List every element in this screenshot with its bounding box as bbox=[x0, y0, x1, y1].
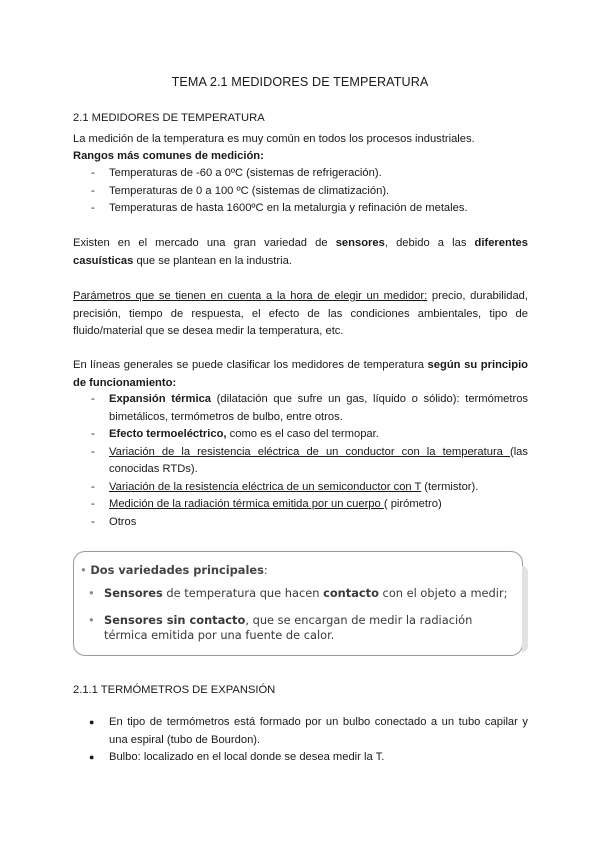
list-item: - Expansión térmica (dilatación que sufre un gas, líquido o sólido): termómetros bimetálicos, termómetros de bulbo, entre otros. bbox=[73, 391, 528, 426]
classification-paragraph: En líneas generales se puede clasificar los medidores de temperatura según su principio de funcionamiento: bbox=[73, 359, 529, 389]
list-item: - Efecto termoeléctrico, como es el caso del termopar. bbox=[73, 426, 528, 444]
list-item: - Temperaturas de 0 a 100 ºC (sistemas de climatización). bbox=[73, 183, 528, 201]
parameters-paragraph: Parámetros que se tienen en cuenta a la hora de elegir un medidor: precio, durabilidad, precisión, tiempo de respuesta, el efecto de las condiciones ambientales, tipo de fluido/material que se desea medir la temperatura, etc. bbox=[73, 290, 529, 337]
list-item: - Otros bbox=[73, 514, 528, 532]
list-item: - Temperaturas de hasta 1600ºC en la metalurgia y refinación de metales. bbox=[73, 200, 528, 218]
list-item: - Medición de la radiación térmica emitida por un cuerpo ( pirómetro) bbox=[73, 496, 528, 514]
expansion-list bbox=[73, 714, 528, 767]
sensors-paragraph: Existen en el mercado una gran variedad de sensores, debido a las diferentes casuísticas que se plantean en la industria. bbox=[73, 237, 528, 267]
list-item: - Temperaturas de -60 a 0ºC (sistemas de refrigeración). bbox=[73, 165, 528, 183]
ranges-list bbox=[73, 165, 528, 218]
callout-item-noncontact: • Sensores sin contacto, que se encargan de medir la radiación térmica emitida por una fuente de calor. bbox=[88, 613, 473, 642]
list-item: - Variación de la resistencia eléctrica de un conductor con la temperatura (las conocidas RTDs). bbox=[73, 444, 528, 479]
callout-heading: • Dos variedades principales: bbox=[80, 563, 268, 577]
callout-item-contact: • Sensores de temperatura que hacen contacto con el objeto a medir; bbox=[88, 586, 508, 600]
page-title: TEMA 2.1 MEDIDORES DE TEMPERATURA bbox=[171, 75, 429, 89]
callout-image bbox=[73, 551, 523, 656]
callout-shadow bbox=[522, 566, 528, 652]
section-heading: 2.1 MEDIDORES DE TEMPERATURA bbox=[73, 112, 265, 124]
subsection-heading: 2.1.1 TERMÓMETROS DE EXPANSIÓN bbox=[73, 684, 276, 696]
ranges-label: Rangos más comunes de medición: bbox=[73, 150, 264, 162]
list-item: ● En tipo de termómetros está formado por un bulbo conectado a un tubo capilar y una espiral (tubo de Bourdon). bbox=[73, 714, 528, 749]
list-item: ● Bulbo: localizado en el local donde se desea medir la T. bbox=[73, 749, 528, 767]
principles-list bbox=[73, 391, 528, 531]
intro-paragraph: La medición de la temperatura es muy común en todos los procesos industriales. bbox=[73, 133, 475, 145]
list-item: - Variación de la resistencia eléctrica de un semiconductor con T (termistor). bbox=[73, 479, 528, 497]
